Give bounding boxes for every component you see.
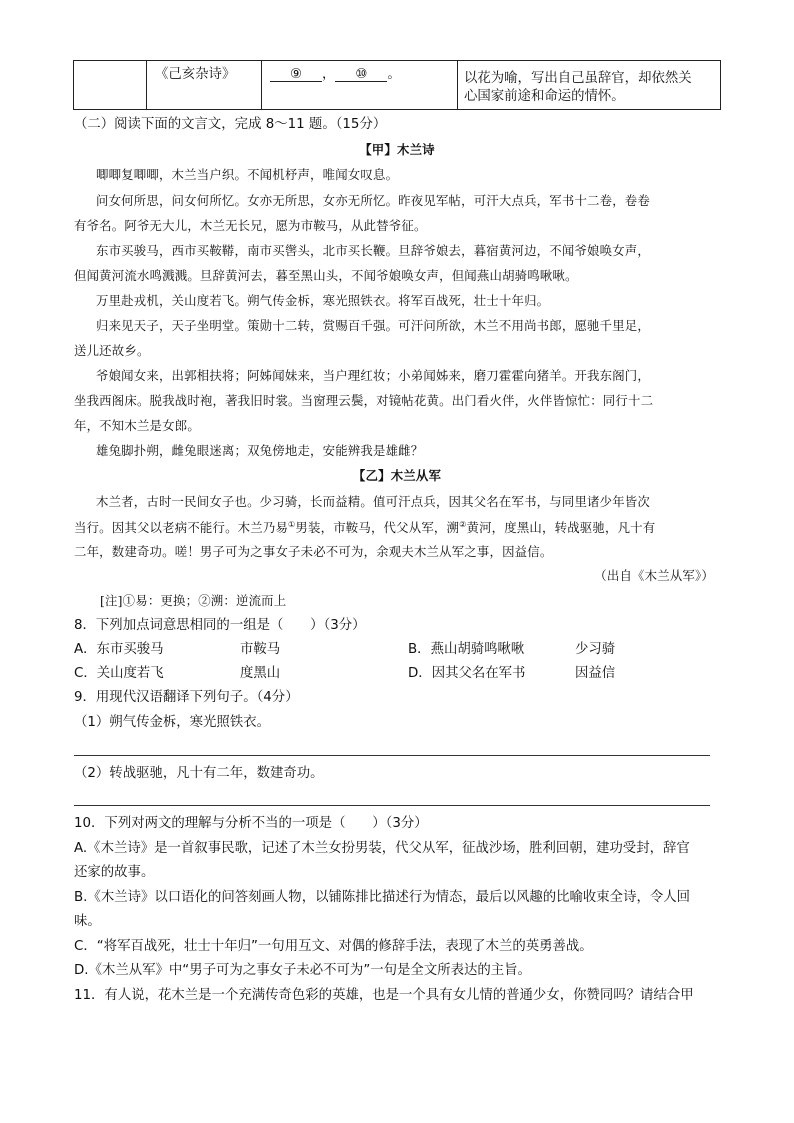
answer-line-2 (74, 805, 710, 806)
jia-line-5: 但闻黄河流水鸣溅溅。旦辞黄河去，暮至黑山头，不闻爷娘唤女声，但闻燕山胡骑鸣啾啾。 (74, 268, 578, 283)
table-cell-empty (74, 61, 147, 110)
poem-title: 《己亥杂诗》 (155, 67, 236, 82)
section-heading: （二）阅读下面的文言文，完成 8～11 题。（15分） (74, 117, 387, 132)
answer-line-1 (74, 755, 710, 756)
note-marker-2: ② (459, 520, 467, 529)
q10-stem: 10．下列对两文的理解与分析不当的一项是（ ）（3分） (74, 816, 428, 831)
note-marker-1: ① (288, 520, 296, 529)
q8-option-d: D．因其父名在军书 (408, 666, 526, 681)
q8-option-c: C．关山度若飞 (74, 666, 164, 681)
jia-title: 【甲】木兰诗 (359, 142, 435, 157)
table-cell-desc (458, 61, 721, 110)
q10-option-a-line-2: 还家的故事。 (74, 865, 155, 880)
table-cell-blanks (262, 61, 458, 110)
jia-line-9: 爷娘闻女来，出郭相扶将；阿姊闻妹来，当户理红妆；小弟闻姊来，磨刀霍霍向猪羊。开我东阁门， (96, 368, 650, 383)
top-table (73, 60, 721, 110)
q10-option-d: D.《木兰从军》中“男子可为之事女子未必不可为”一句是全文所表达的主旨。 (74, 963, 531, 978)
jia-line-1: 唧唧复唧唧，木兰当户织。不闻机杼声，唯闻女叹息。 (96, 167, 399, 182)
q10-option-c: C．“将军百战死，壮士十年归”一句用互文、对偶的修辞手法，表现了木兰的英勇善战。 (74, 939, 593, 954)
desc-line-2: 心国家前途和命运的情怀。 (464, 89, 625, 104)
blank-9: ⑨ (270, 68, 322, 82)
blank-sep: ， (322, 67, 336, 82)
yi-line-2 (74, 521, 655, 535)
source-note: （出自《木兰从军》） (594, 568, 714, 583)
q8-option-b-word: 少习骑 (575, 642, 616, 657)
jia-line-3: 有爷名。阿爷无大儿，木兰无长兄，愿为市鞍马，从此替爷征。 (74, 218, 427, 233)
yi-line-3: 二年，数建奇功。嗟！男子可为之事女子未必不可为，余观夫木兰从军之事，因益信。 (74, 544, 553, 559)
yi-line-2-part-3: 黄河，度黑山，转战驱驰，凡十有 (466, 520, 656, 536)
blank-10: ⑩ (335, 68, 387, 82)
yi-line-1: 木兰者，古时一民间女子也。少习骑，长而益精。值可汗点兵，因其父名在军书，与同里诸少年皆次 (96, 494, 650, 509)
q8-stem: 8．下列加点词意思相同的一组是（ ）（3分） (74, 618, 366, 633)
jia-line-2: 问女何所思，问女何所忆。女亦无所思，女亦无所忆。昨夜见军帖，可汗大点兵，军书十二卷，卷卷 (96, 193, 650, 208)
q8-option-a-word: 市鞍马 (240, 642, 281, 657)
q10-option-a-line-1: A.《木兰诗》是一首叙事民歌，记述了木兰女扮男装，代父从军，征战沙场，胜利回朝，建功受封，辞官 (74, 841, 690, 856)
jia-line-10: 坐我西阁床。脱我战时袍，著我旧时裳。当窗理云鬓，对镜帖花黄。出门看火伴，火伴皆惊忙：同行十二 (74, 393, 654, 408)
jia-line-8: 送儿还故乡。 (74, 343, 150, 358)
q10-option-b-line-1: B.《木兰诗》以口语化的问答刻画人物，以铺陈排比描述行为情态，最后以风趣的比喻收束全诗，令人回 (74, 890, 691, 905)
table-cell-title (147, 61, 262, 110)
q9-sentence-2: （2）转战驱驰，凡十有二年，数建奇功。 (74, 766, 324, 781)
yi-title: 【乙】木兰从军 (352, 468, 442, 483)
table-row (74, 61, 721, 110)
annotation: [注]①易：更换；②溯：逆流而上 (100, 593, 287, 608)
q9-sentence-1: （1）朔气传金柝，寒光照铁衣。 (74, 715, 270, 730)
q8-option-d-word: 因益信 (575, 666, 616, 681)
jia-line-4: 东市买骏马，西市买鞍鞯，南市买辔头，北市买长鞭。旦辞爷娘去，暮宿黄河边，不闻爷娘唤女声， (96, 243, 650, 258)
q9-stem: 9．用现代汉语翻译下列句子。（4分） (74, 690, 299, 705)
q8-option-a: A．东市买骏马 (74, 642, 164, 657)
q10-option-b-line-2: 味。 (74, 914, 101, 929)
q8-option-c-word: 度黑山 (240, 666, 281, 681)
jia-line-6: 万里赴戎机，关山度若飞。朔气传金柝，寒光照铁衣。将军百战死，壮士十年归。 (96, 293, 550, 308)
jia-line-12: 雄兔脚扑朔，雌兔眼迷离；双兔傍地走，安能辨我是雄雌？ (96, 443, 424, 458)
yi-line-2-part-2: 男装，市鞍马，代父从军，溯 (295, 520, 460, 536)
q8-option-b: B．燕山胡骑鸣啾啾 (408, 642, 525, 657)
jia-line-11: 年，不知木兰是女郎。 (74, 418, 200, 433)
yi-line-2-part-1: 当行。因其父以老病不能行。木兰乃易 (74, 520, 289, 536)
blank-end: 。 (387, 67, 401, 82)
jia-line-7: 归来见天子，天子坐明堂。策勋十二转，赏赐百千强。可汗问所欲，木兰不用尚书郎，愿驰千里足， (96, 318, 650, 333)
q11-stem: 11．有人说，花木兰是一个充满传奇色彩的英雄，也是一个具有女儿情的普通少女，你赞同吗？请结合甲 (74, 988, 694, 1003)
desc-line-1: 以花为喻，写出自己虽辞官，却依然关 (464, 71, 692, 86)
